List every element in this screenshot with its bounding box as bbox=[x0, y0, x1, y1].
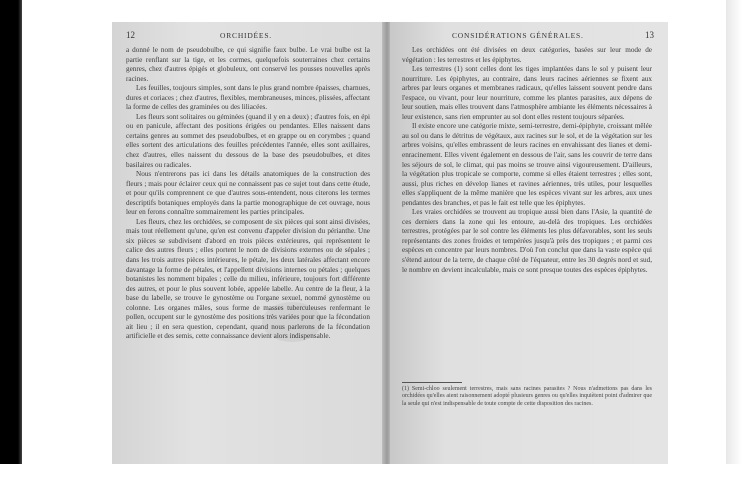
left-page-number: 12 bbox=[126, 30, 135, 40]
page-smudge bbox=[262, 302, 322, 342]
paragraph: Les orchidées ont été divisées en deux catégories, basées sur leur mode de végétation : les terrestres et les épiphytes. bbox=[402, 46, 652, 64]
paragraph: Nous n'entrerons pas ici dans les détails anatomiques de la construction des fleurs ; mais pour éclairer ceux qui ne connaissent pas ce sujet tout dans cette étude, et pour qu'ils comprennent ce que d'autres sous-entendent, nous citerons les termes descriptifs botaniques employés dans la partie monographique de cet ouvrage, nous leur en ferons connaître sommairement les parties principales. bbox=[126, 170, 370, 217]
scan-edge-left bbox=[0, 0, 22, 482]
paragraph: Les vraies orchidées se trouvent au tropique aussi bien dans l'Asie, la quantité de ces derniers dans la zone qui les entoure, au-delà des tropiques. Les orchidées terrestres, protégées par le sol contre les éléments les plus défavorables, sont les seuls représentants des zones froides et tempérées jusqu'à près des tropiques ; et parmi ces espèces en concentre par leurs nombres. D'où l'on conclut que dans la vaste espèce qui s'étend autour de la terre, de chaque côté de l'équateur, entre les 30 degrés nord et sud, le nombre en devient incalculable, mais ce sont presque toutes des espèces épiphytes. bbox=[402, 208, 652, 274]
footnote: (1) Semi-chloo seulement terrestres, mais sans racines parasites ? Nous n'admettons pas dans les orchidées qu'elles aient raisonnement adopté plusieurs genres ou qu'elles inquiètent point d'admirer que la seule qui n'est indispensable de toute compte de cette disposition des racines. bbox=[402, 386, 652, 407]
paragraph: Les terrestres (1) sont celles dont les tiges implantées dans le sol y puisent leur nourriture. Les épiphytes, au contraire, dans leurs racines aériennes se fixent aux arbres par leurs organes et membranes radicaux, qu'elles laissent souvent pendre dans l'espace, ou vivant, pour leur nourriture, comme les plantes parasites, aux dépens de leur soutien, mais elles trouvent dans l'atmosphère ambiante les éléments nécessaires à leur existence, sans rien emprunter au sol dont elles restent toujours séparées. bbox=[402, 65, 652, 121]
footnote-rule bbox=[402, 382, 462, 383]
paragraph: Les fleurs, chez les orchidées, se composent de six pièces qui sont ainsi divisées, mais tout réellement qu'une, qu'en est convenu d'appeler division du périanthe. Une six pièces se subdivisent d'abord en trois pièces extérieures, qui représentent le calice des autres fleurs ; elles portent le nom de divisions externes ou de sépales ; dans les trois autres pièces intérieures, le pétale, les deux latérales affectant encore davantage la forme de pétales, et l'appellent divisions internes ou pétales ; quelques botanistes les nomment bipales ; celle du milieu, inférieure, toujours fort différente des autres, et pour le plus souvent lobée, appelée labelle. Au centre de la fleur, à la base du labelle, se trouve le gynostème ou l'organe sexuel, nommé gynostème ou colonne. Les organes mâles, sous forme de masses tuberculeuses renfermant le pollen, occupent sur le gynostème des positions très variées pour que la fécondation ait lieu ; il en sera question, cependant, quand nous parlerons de la fécondation artificielle et des semis, cette connaissance devient alors indispensable. bbox=[126, 217, 370, 341]
left-running-head: ORCHIDÉES. bbox=[220, 31, 272, 40]
paragraph: Les feuilles, toujours simples, sont dans le plus grand nombre épaisses, charnues, dures et coriaces ; chez d'autres, flexibles, membraneuses, minces, plissées, affectant la forme de celles des graminées ou des liliacées. bbox=[126, 84, 370, 112]
open-book bbox=[112, 22, 668, 468]
bottom-margin bbox=[0, 464, 750, 482]
paragraph: Les fleurs sont solitaires ou géminées (quand il y en a deux) ; d'autres fois, en épi ou en panicule, affectant des positions érigées ou pendantes. Elles naissent dans certains genres au sommet des pseudobulbes, et en grappe ou en corymbes ; quand elles sortent des articulations des feuilles précédentes l'année, elles sont axillaires, chez d'autres, elles naissent du dessous de la base des pseudobulbes, et dites basilaires ou radicales. bbox=[126, 112, 370, 169]
left-page bbox=[112, 22, 384, 468]
right-page bbox=[390, 22, 668, 468]
right-page-number: 13 bbox=[645, 30, 654, 40]
paragraph: Il existe encore une catégorie mixte, semi-terrestre, demi-épiphyte, croissant mêlée au sol ou dans le détritus de végétaux, aux racines sur le sol, et de la végétation sur les arbres voisins, qu'elles embrassent de leurs racines en envahissant des lianes et demi-enracinement. Elles vivent également en dessous de l'air, sans les couvrir de terre dans les séjours de sol, le climat, qui pas moins se trouve ainsi vigoureusement. D'ailleurs, la végétation plus tropicale se comporte, comme si elles étaient terrestres ; elles sont, aussi, plus riches en dévelop lianes et ravines aériennes, très utiles, pour lesquelles elles s'appliquent de la même manière que les espèces vivant sur les arbres, aux unes pendantes des branches, et pas le fait est telle que les épiphytes. bbox=[402, 122, 652, 207]
right-running-head: CONSIDÉRATIONS GÉNÉRALES. bbox=[452, 31, 584, 40]
paragraph: a donné le nom de pseudobulbe, ce qui signifie faux bulbe. Le vrai bulbe est la partie renflant sur la tige, et les cormes, quelquefois souterraines chez certains genres, chez d'autres épigés et globuleux, ont conservé les pousses nouvelles après racines. bbox=[126, 46, 370, 83]
scan-edge-right bbox=[726, 0, 750, 482]
left-body-text bbox=[126, 46, 370, 342]
right-body-text bbox=[402, 46, 652, 275]
